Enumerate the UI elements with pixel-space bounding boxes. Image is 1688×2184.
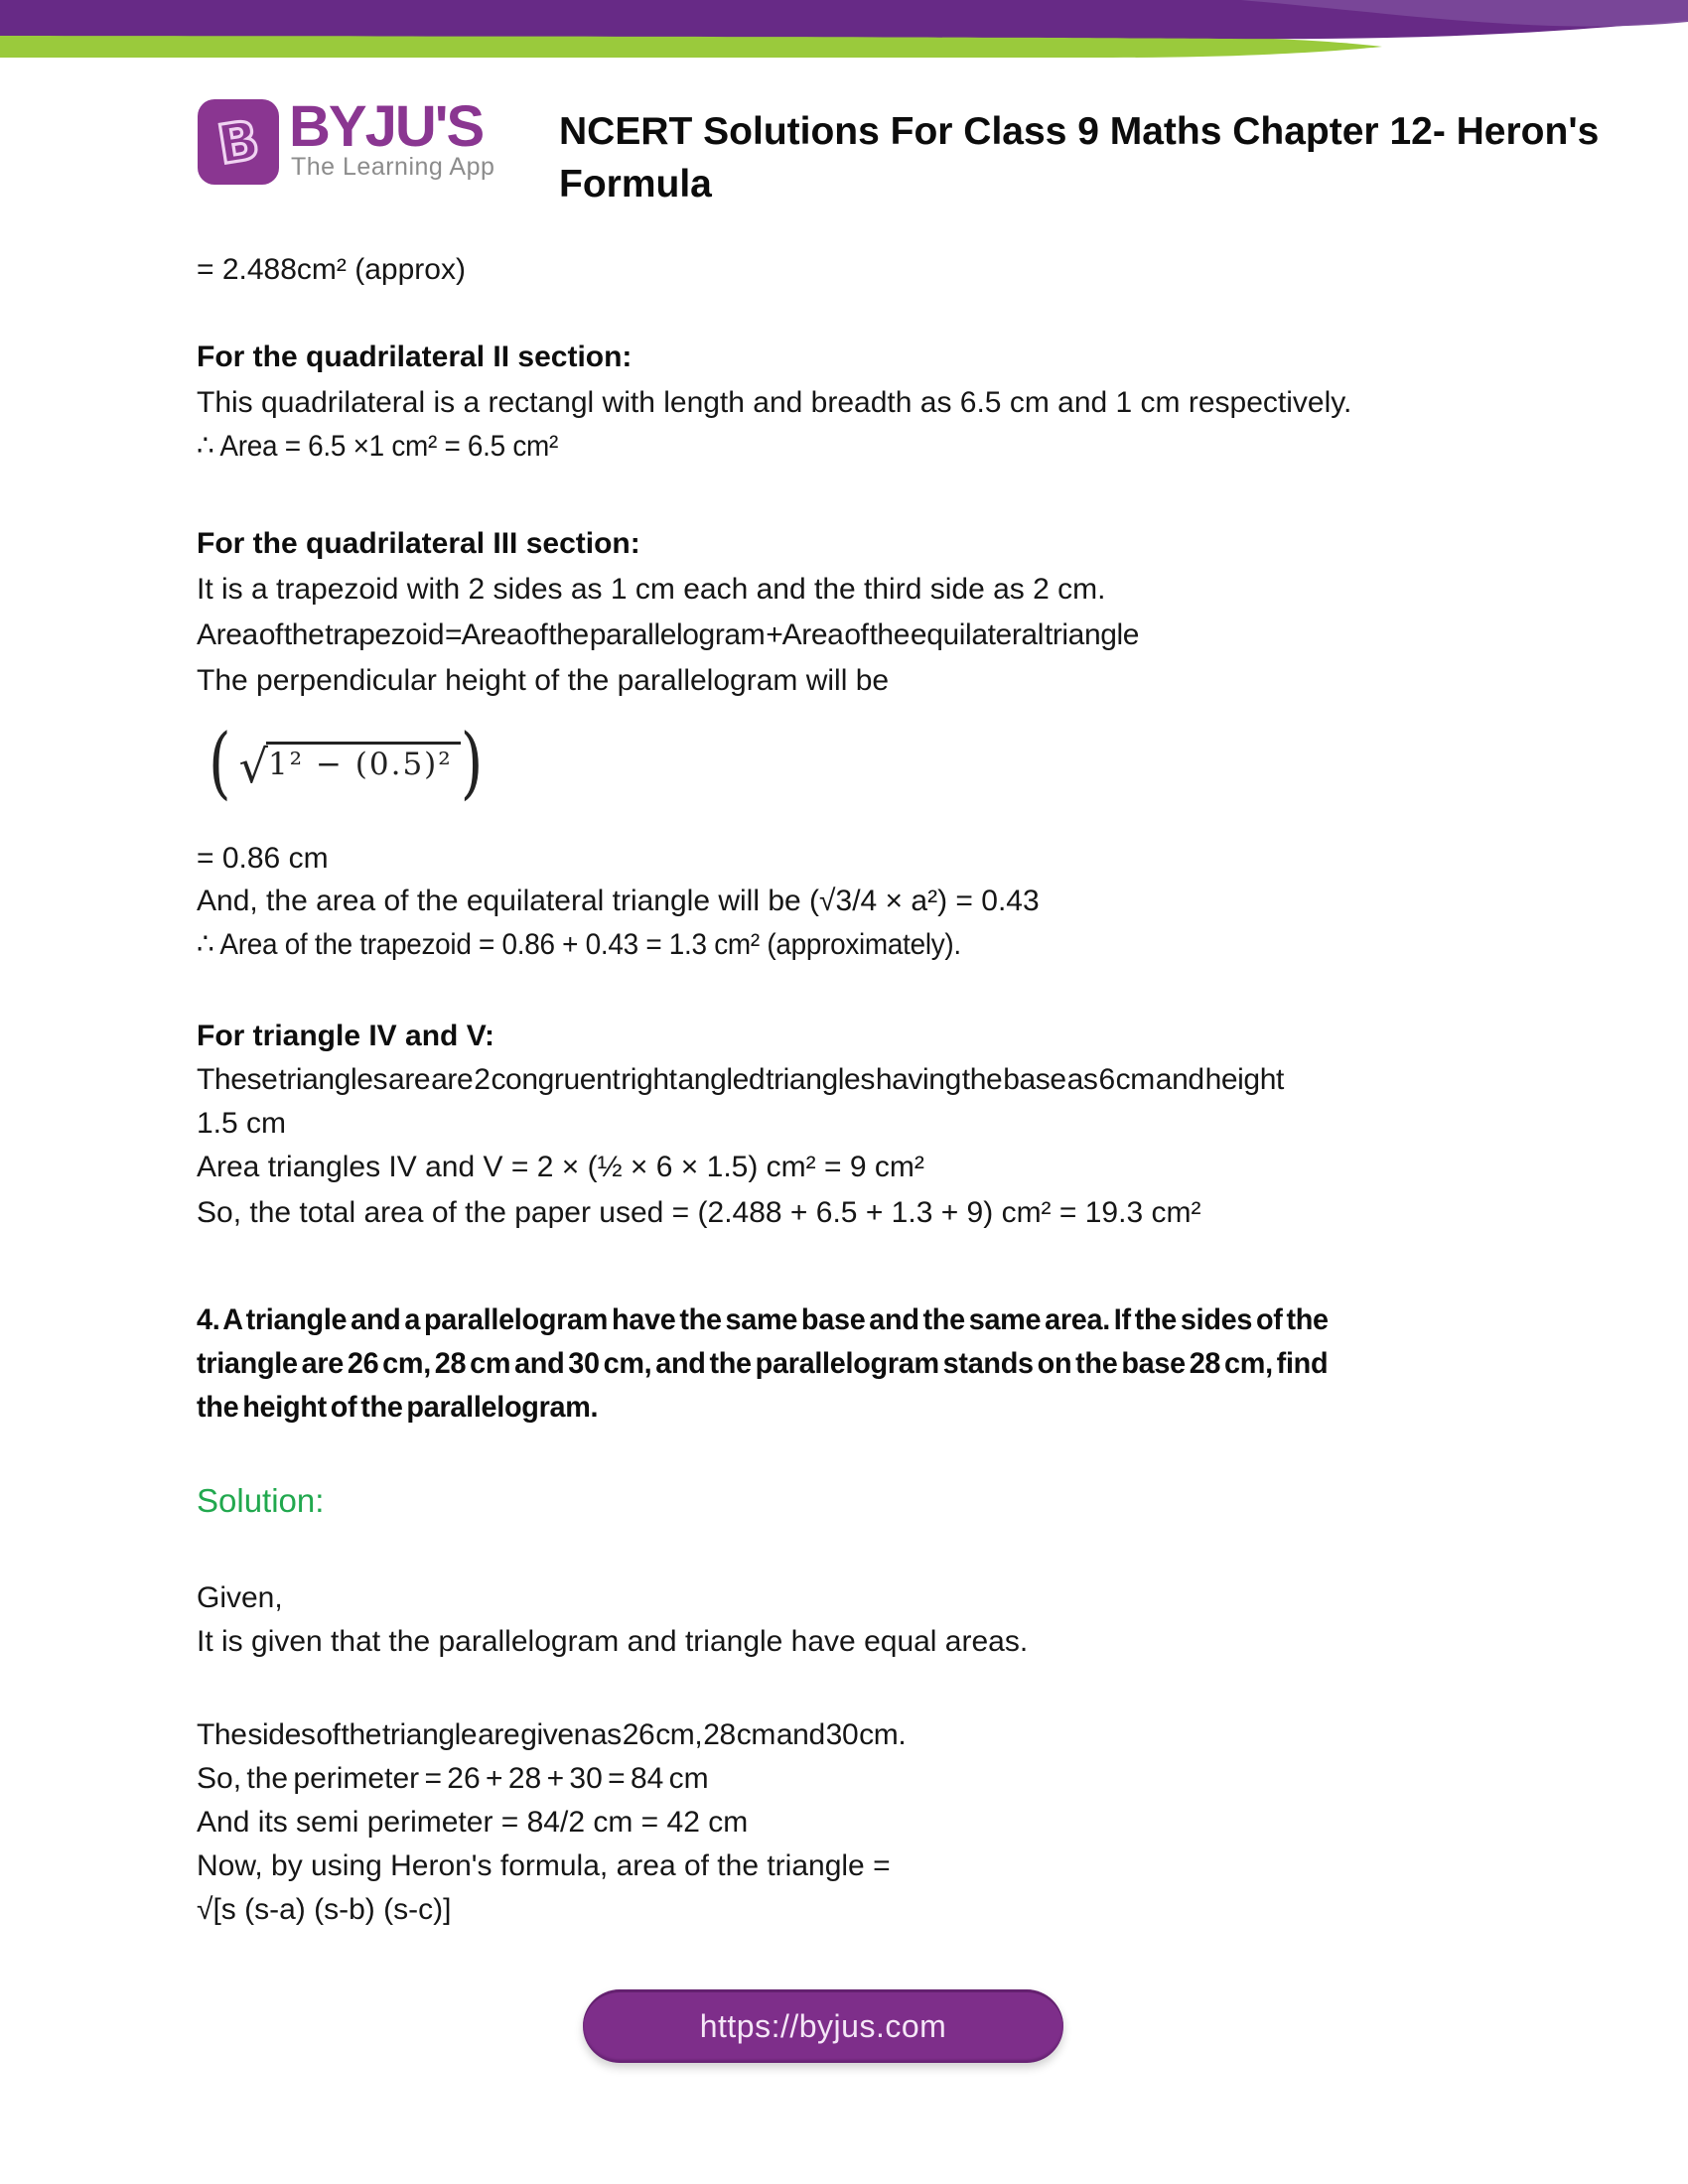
doc-line: It is a trapezoid with 2 sides as 1 cm each and the third side as 2 cm. <box>197 573 1106 606</box>
doc-line: ∴ Area = 6.5 ×1 cm² = 6.5 cm² <box>197 430 559 463</box>
banner-green-band <box>0 36 1382 58</box>
section-heading: For triangle IV and V: <box>197 1020 495 1052</box>
question-4-text: 4. A triangle and a parallelogram have the same base and the same area. If the sides of the <box>197 1303 1329 1336</box>
brand-name: BYJU'S <box>289 94 484 159</box>
page-title-line1: NCERT Solutions For Class 9 Maths Chapter 12- Heron's <box>559 110 1600 153</box>
math-formula <box>209 713 483 812</box>
header-banner <box>0 0 1688 89</box>
doc-line: Now, by using Heron's formula, area of the triangle = <box>197 1849 891 1882</box>
formula-open-paren: ( <box>209 717 231 808</box>
doc-line: ∴ Area of the trapezoid = 0.86 + 0.43 = 1.3 cm² (approximately). <box>197 928 961 961</box>
doc-line: This quadrilateral is a rectangl with length and breadth as 6.5 cm and 1 cm respectively. <box>197 386 1352 419</box>
doc-line: Area of the trapezoid = Area of the parallelogram + Area of the equilateral triangle <box>197 618 1140 651</box>
byjus-url-text: https://byjus.com <box>699 2007 947 2044</box>
doc-line: 1.5 cm <box>197 1107 287 1140</box>
byjus-b-icon <box>198 99 279 185</box>
byjus-url-pill[interactable] <box>583 1989 1063 2063</box>
radical-sign-icon: √ <box>238 740 268 793</box>
question-4-text: triangle are 26 cm, 28 cm and 30 cm, and the parallelogram stands on the base 28 cm, find <box>197 1347 1329 1380</box>
section-heading: For the quadrilateral III section: <box>197 527 640 560</box>
logo-b-letter: B <box>212 108 264 177</box>
brand-tagline: The Learning App <box>291 153 495 181</box>
doc-line: = 0.86 cm <box>197 842 329 875</box>
doc-line: And, the area of the equilateral triangle will be (√3/4 × a²) = 0.43 <box>197 885 1040 917</box>
doc-line: These triangles are are 2 congruent right angled triangles having the base as 6 cm and height <box>197 1063 1284 1096</box>
doc-line: So, the perimeter = 26 + 28 + 30 = 84 cm <box>197 1762 709 1795</box>
section-heading: For the quadrilateral II section: <box>197 341 633 373</box>
doc-line: √[s (s-a) (s-b) (s-c)] <box>197 1893 452 1926</box>
doc-line: = 2.488cm² (approx) <box>197 253 466 286</box>
doc-line: The sides of the triangle are given as 26 cm, 28 cm and 30 cm. <box>197 1718 907 1751</box>
doc-line: Area triangles IV and V = 2 × (½ × 6 × 1.5) cm² = 9 cm² <box>197 1151 924 1183</box>
byjus-logo <box>198 94 495 189</box>
formula-expression: 1² − (0.5)² <box>266 742 461 792</box>
doc-line: Given, <box>197 1581 283 1614</box>
doc-line: It is given that the parallelogram and triangle have equal areas. <box>197 1625 1029 1658</box>
question-4-text: the height of the parallelogram. <box>197 1391 599 1424</box>
doc-line: So, the total area of the paper used = (2.488 + 6.5 + 1.3 + 9) cm² = 19.3 cm² <box>197 1196 1201 1229</box>
doc-line: The perpendicular height of the parallelogram will be <box>197 664 890 697</box>
formula-close-paren: ) <box>460 717 484 808</box>
solution-label: Solution: <box>197 1482 325 1519</box>
page-title <box>559 105 1671 210</box>
page-title-line2: Formula <box>559 163 712 205</box>
doc-line: And its semi perimeter = 84/2 cm = 42 cm <box>197 1806 749 1839</box>
